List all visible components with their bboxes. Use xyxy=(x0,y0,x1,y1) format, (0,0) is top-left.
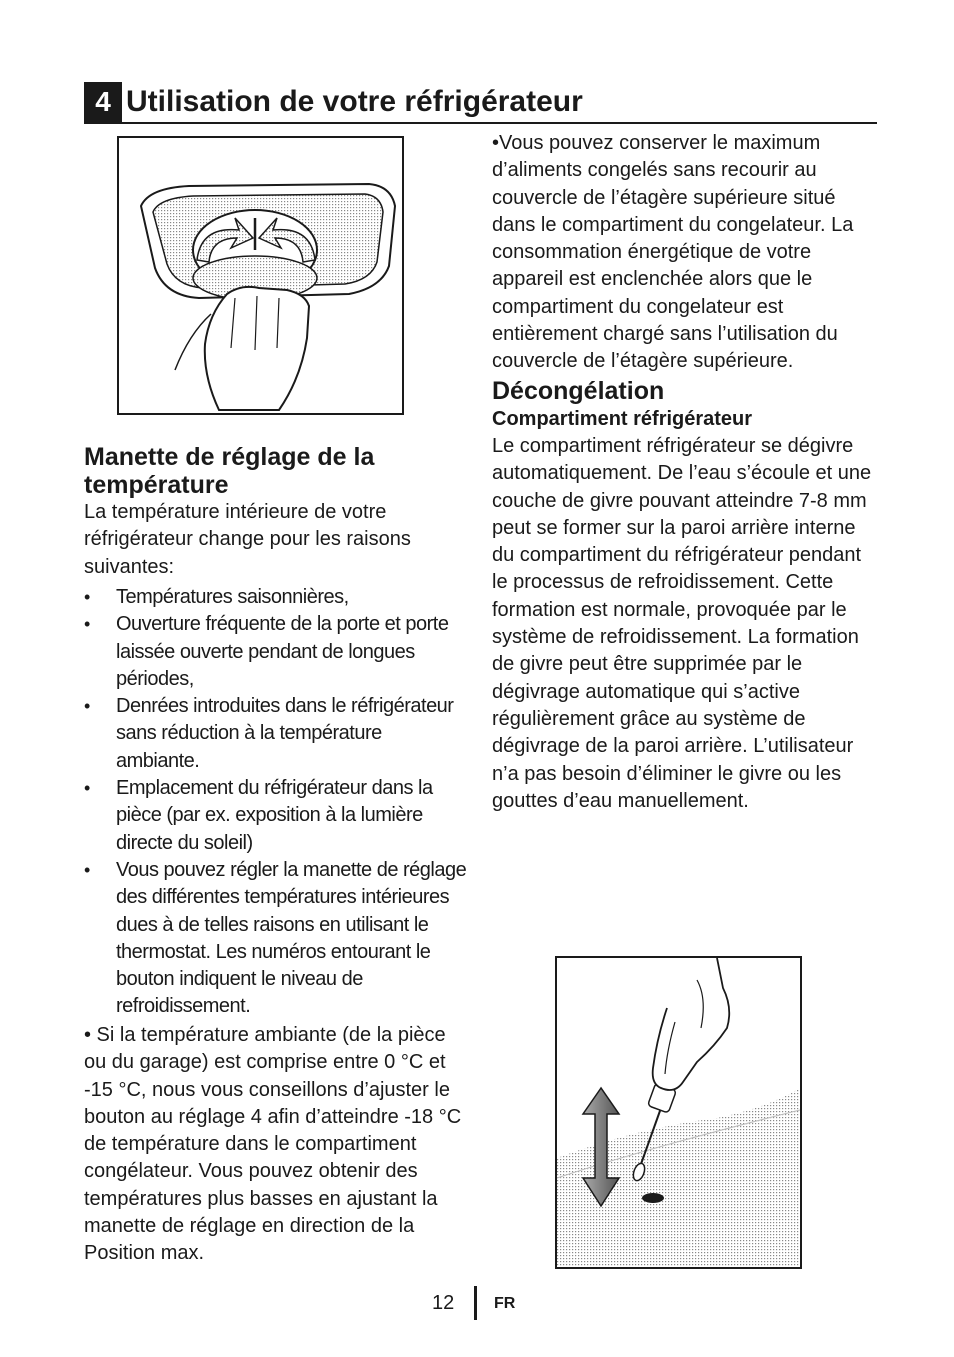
section-divider xyxy=(84,122,877,124)
list-item: • Denrées introduites dans le réfrigérateur sans réduction à la température ambiante. xyxy=(84,693,468,775)
temperature-reasons-list xyxy=(84,584,468,1021)
list-item: • Vous pouvez régler la manette de réglage des différentes températures intérieures dues à de telles raisons en utilisant le thermostat. Les numéros entourant le bouton indiquent le niveau de refroidissement. xyxy=(84,857,468,1021)
drain-hole-illustration xyxy=(555,956,802,1269)
section-title: Utilisation de votre réfrigérateur xyxy=(126,85,583,118)
temperature-intro-text: La température intérieure de votre réfrigérateur change pour les raisons suivantes: xyxy=(84,501,411,578)
thermostat-knob-illustration xyxy=(117,136,404,415)
section-number: 4 xyxy=(84,82,122,122)
defrost-body-text: Le compartiment réfrigérateur se dégivre automatiquement. De l’eau s’écoule et une couche de givre pouvant atteindre 7-8 mm peut se former sur la paroi arrière interne du compartiment du réfrigérateur pendant le processus de refroidissement. Cette formation est normale, provoquée par le système de refroidissement. La formation de givre peut être supprimée par le dégivrage automatique qui s’active régulièrement grâce au système de dégivrage de la paroi arrière. L’utilisateur n’a pas besoin d’éliminer le givre ou les gouttes d’eau manuellement. xyxy=(492,435,872,812)
freezer-shelf-note: •Vous pouvez conserver le maximum d’aliments congelés sans recourir au couvercle de l’étagère supérieure situé dans le compartiment du congelateur. La consommation énergétique de votre appareil est enclenchée alors que le compartiment du congelateur est entièrement chargé sans l’utilisation du couvercle de l’étagère supérieure. xyxy=(492,132,854,373)
language-code: FR xyxy=(494,1295,516,1312)
list-item: • Ouverture fréquente de la porte et porte laissée ouverte pendant de longues périodes, xyxy=(84,611,468,693)
temperature-control-heading: Manette de réglage de la température xyxy=(84,443,375,499)
fridge-compartment-subheading: Compartiment réfrigérateur xyxy=(492,408,753,430)
list-item: • Températures saisonnières, xyxy=(84,584,468,611)
ambient-temperature-note: • Si la température ambiante (de la pièce ou du garage) est comprise entre 0 °C et -15 °C, nous vous conseillons d’ajuster le bouton au réglage 4 afin d’atteindre -18 °C de température dans le compartiment congélateur. Vous pouvez obtenir des températures plus basses en ajustant la manette de réglage en direction de la Position max. xyxy=(84,1024,462,1265)
list-item: • Emplacement du réfrigérateur dans la pièce (par ex. exposition à la lumière directe du soleil) xyxy=(84,775,468,857)
defrost-heading: Décongélation xyxy=(492,377,665,405)
page-number: 12 xyxy=(432,1292,455,1314)
footer-divider xyxy=(474,1286,477,1320)
